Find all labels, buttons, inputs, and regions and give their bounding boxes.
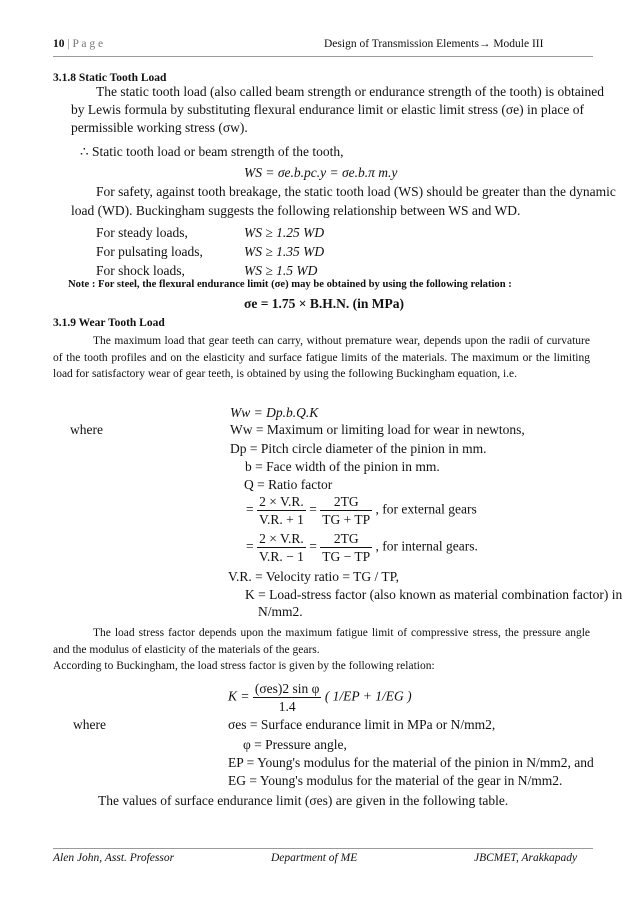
page-number xyxy=(53,38,103,50)
header-module: Module III xyxy=(493,38,544,50)
load-rel-steady: WS ≥ 1.25 WD xyxy=(244,225,325,240)
def2-eg: EG = Young's modulus for the material of the gear in N/mm2. xyxy=(228,773,563,788)
s318-safety-1: For safety, against tooth breakage, the static tooth load (WS) should be greater than the dynamic xyxy=(96,184,616,199)
header-title: Design of Transmission Elements xyxy=(324,38,479,50)
s318-note-formula: σe = 1.75 × B.H.N. (in MPa) xyxy=(244,296,404,311)
footer-rule xyxy=(53,848,593,849)
header-rule xyxy=(53,56,593,57)
load-label-steady: For steady loads, xyxy=(96,225,188,240)
section-heading-319: 3.1.9 Wear Tooth Load xyxy=(53,317,165,329)
s319-paragraph-text: The maximum load that gear teeth can carry, without premature wear, depends upon the radii of curvature of the tooth profiles and on the elasticity and surface fatigue limits of the materials. The maximum or the limiting load for satisfactory wear of gear teeth, is obtained by using the following Buckingham equation, i.e. xyxy=(53,335,590,380)
def-dp: Dp = Pitch circle diameter of the pinion in mm. xyxy=(230,441,487,456)
def-ww: Ww = Maximum or limiting load for wear in newtons, xyxy=(230,422,525,437)
ext-label: , for external gears xyxy=(375,501,477,517)
k-paren: ( 1/EP + 1/EG ) xyxy=(324,688,412,704)
s319-paragraph-3-text: According to Buckingham, the load stress factor is given by the following relation: xyxy=(53,660,435,672)
footer-center: Department of ME xyxy=(271,852,358,864)
page-label: | P a g e xyxy=(67,38,104,50)
k-frac: $\frac{\text{(σes)2 sin φ}}{1.4}$ xyxy=(254,681,320,714)
s319-paragraph-3 xyxy=(53,658,590,675)
frac-int-1: $\frac{2 \times V.R.}{V.R. - 1}$ xyxy=(259,531,304,564)
s319-closing: The values of surface endurance limit (σes) are given in the following table. xyxy=(98,793,509,808)
load-label-shock: For shock loads, xyxy=(96,263,185,278)
frac-ext-1: $\frac{2 \times V.R.}{V.R. + 1}$ xyxy=(259,494,304,527)
section-heading-318: 3.1.8 Static Tooth Load xyxy=(53,72,167,84)
s318-intro-3: permissible working stress (σw). xyxy=(71,120,248,135)
k-lhs: K = xyxy=(228,688,250,704)
load-label-pulsating: For pulsating loads, xyxy=(96,244,203,259)
page-num: 10 xyxy=(53,38,65,50)
s318-intro-2: by Lewis formula by substituting flexural endurance limit or elastic limit stress (σe) in place of xyxy=(71,102,585,117)
def2-phi: φ = Pressure angle, xyxy=(243,737,347,752)
def-q: Q = Ratio factor xyxy=(244,477,333,492)
s318-formula: WS = σe.b.pc.y = σe.b.π m.y xyxy=(244,165,398,180)
load-rel-shock: WS ≥ 1.5 WD xyxy=(244,263,318,278)
s319-eq-main: Ww = Dp.b.Q.K xyxy=(230,405,319,420)
load-rel-pulsating: WS ≥ 1.35 WD xyxy=(244,244,325,259)
frac-int-2: $\frac{2TG}{TG - TP}$ xyxy=(322,531,371,564)
ratio-internal: = $\frac{2 \times V.R.}{V.R. - 1}$ = $\frac{2TG}{TG - TP}$ , for internal gears. xyxy=(246,531,478,564)
s319-paragraph-2 xyxy=(53,625,590,658)
running-header xyxy=(324,38,543,50)
s319-paragraph xyxy=(53,333,590,383)
def-b: b = Face width of the pinion in mm. xyxy=(245,459,440,474)
s318-safety-2: load (WD). Buckingham suggests the following relationship between WS and WD. xyxy=(71,203,521,218)
footer-left: Alen John, Asst. Professor xyxy=(53,852,175,864)
s318-note: Note : For steel, the flexural endurance limit (σe) may be obtained by using the following relation : xyxy=(68,279,512,290)
def2-ep: EP = Young's modulus for the material of the pinion in N/mm2, and xyxy=(228,755,594,770)
s318-therefore: ∴ Static tooth load or beam strength of the tooth, xyxy=(80,144,344,159)
s319-where-2: where xyxy=(73,717,106,732)
frac-ext-2: $\frac{2TG}{TG + TP}$ xyxy=(322,494,371,527)
s318-intro-1: The static tooth load (also called beam strength or endurance strength of the tooth) is obtained xyxy=(96,84,604,99)
s319-where: where xyxy=(70,422,103,437)
s319-paragraph-2-text: The load stress factor depends upon the maximum fatigue limit of compressive stress, the pressure angle and the modulus of elasticity of the materials of the gears. xyxy=(53,627,590,656)
arrow-icon: → xyxy=(478,38,491,50)
def-vr: V.R. = Velocity ratio = TG / TP, xyxy=(228,569,399,584)
int-label: , for internal gears. xyxy=(375,538,478,554)
footer-right: JBCMET, Arakkapady xyxy=(474,852,578,864)
def-k-2: N/mm2. xyxy=(258,604,303,619)
k-formula xyxy=(228,680,412,715)
def2-ses: σes = Surface endurance limit in MPa or N/mm2, xyxy=(228,717,496,732)
def-k-1: K = Load-stress factor (also known as material combination factor) in xyxy=(245,587,623,602)
ratio-external: = $\frac{2 \times V.R.}{V.R. + 1}$ = $\frac{2TG}{TG + TP}$ , for external gears xyxy=(246,494,477,527)
